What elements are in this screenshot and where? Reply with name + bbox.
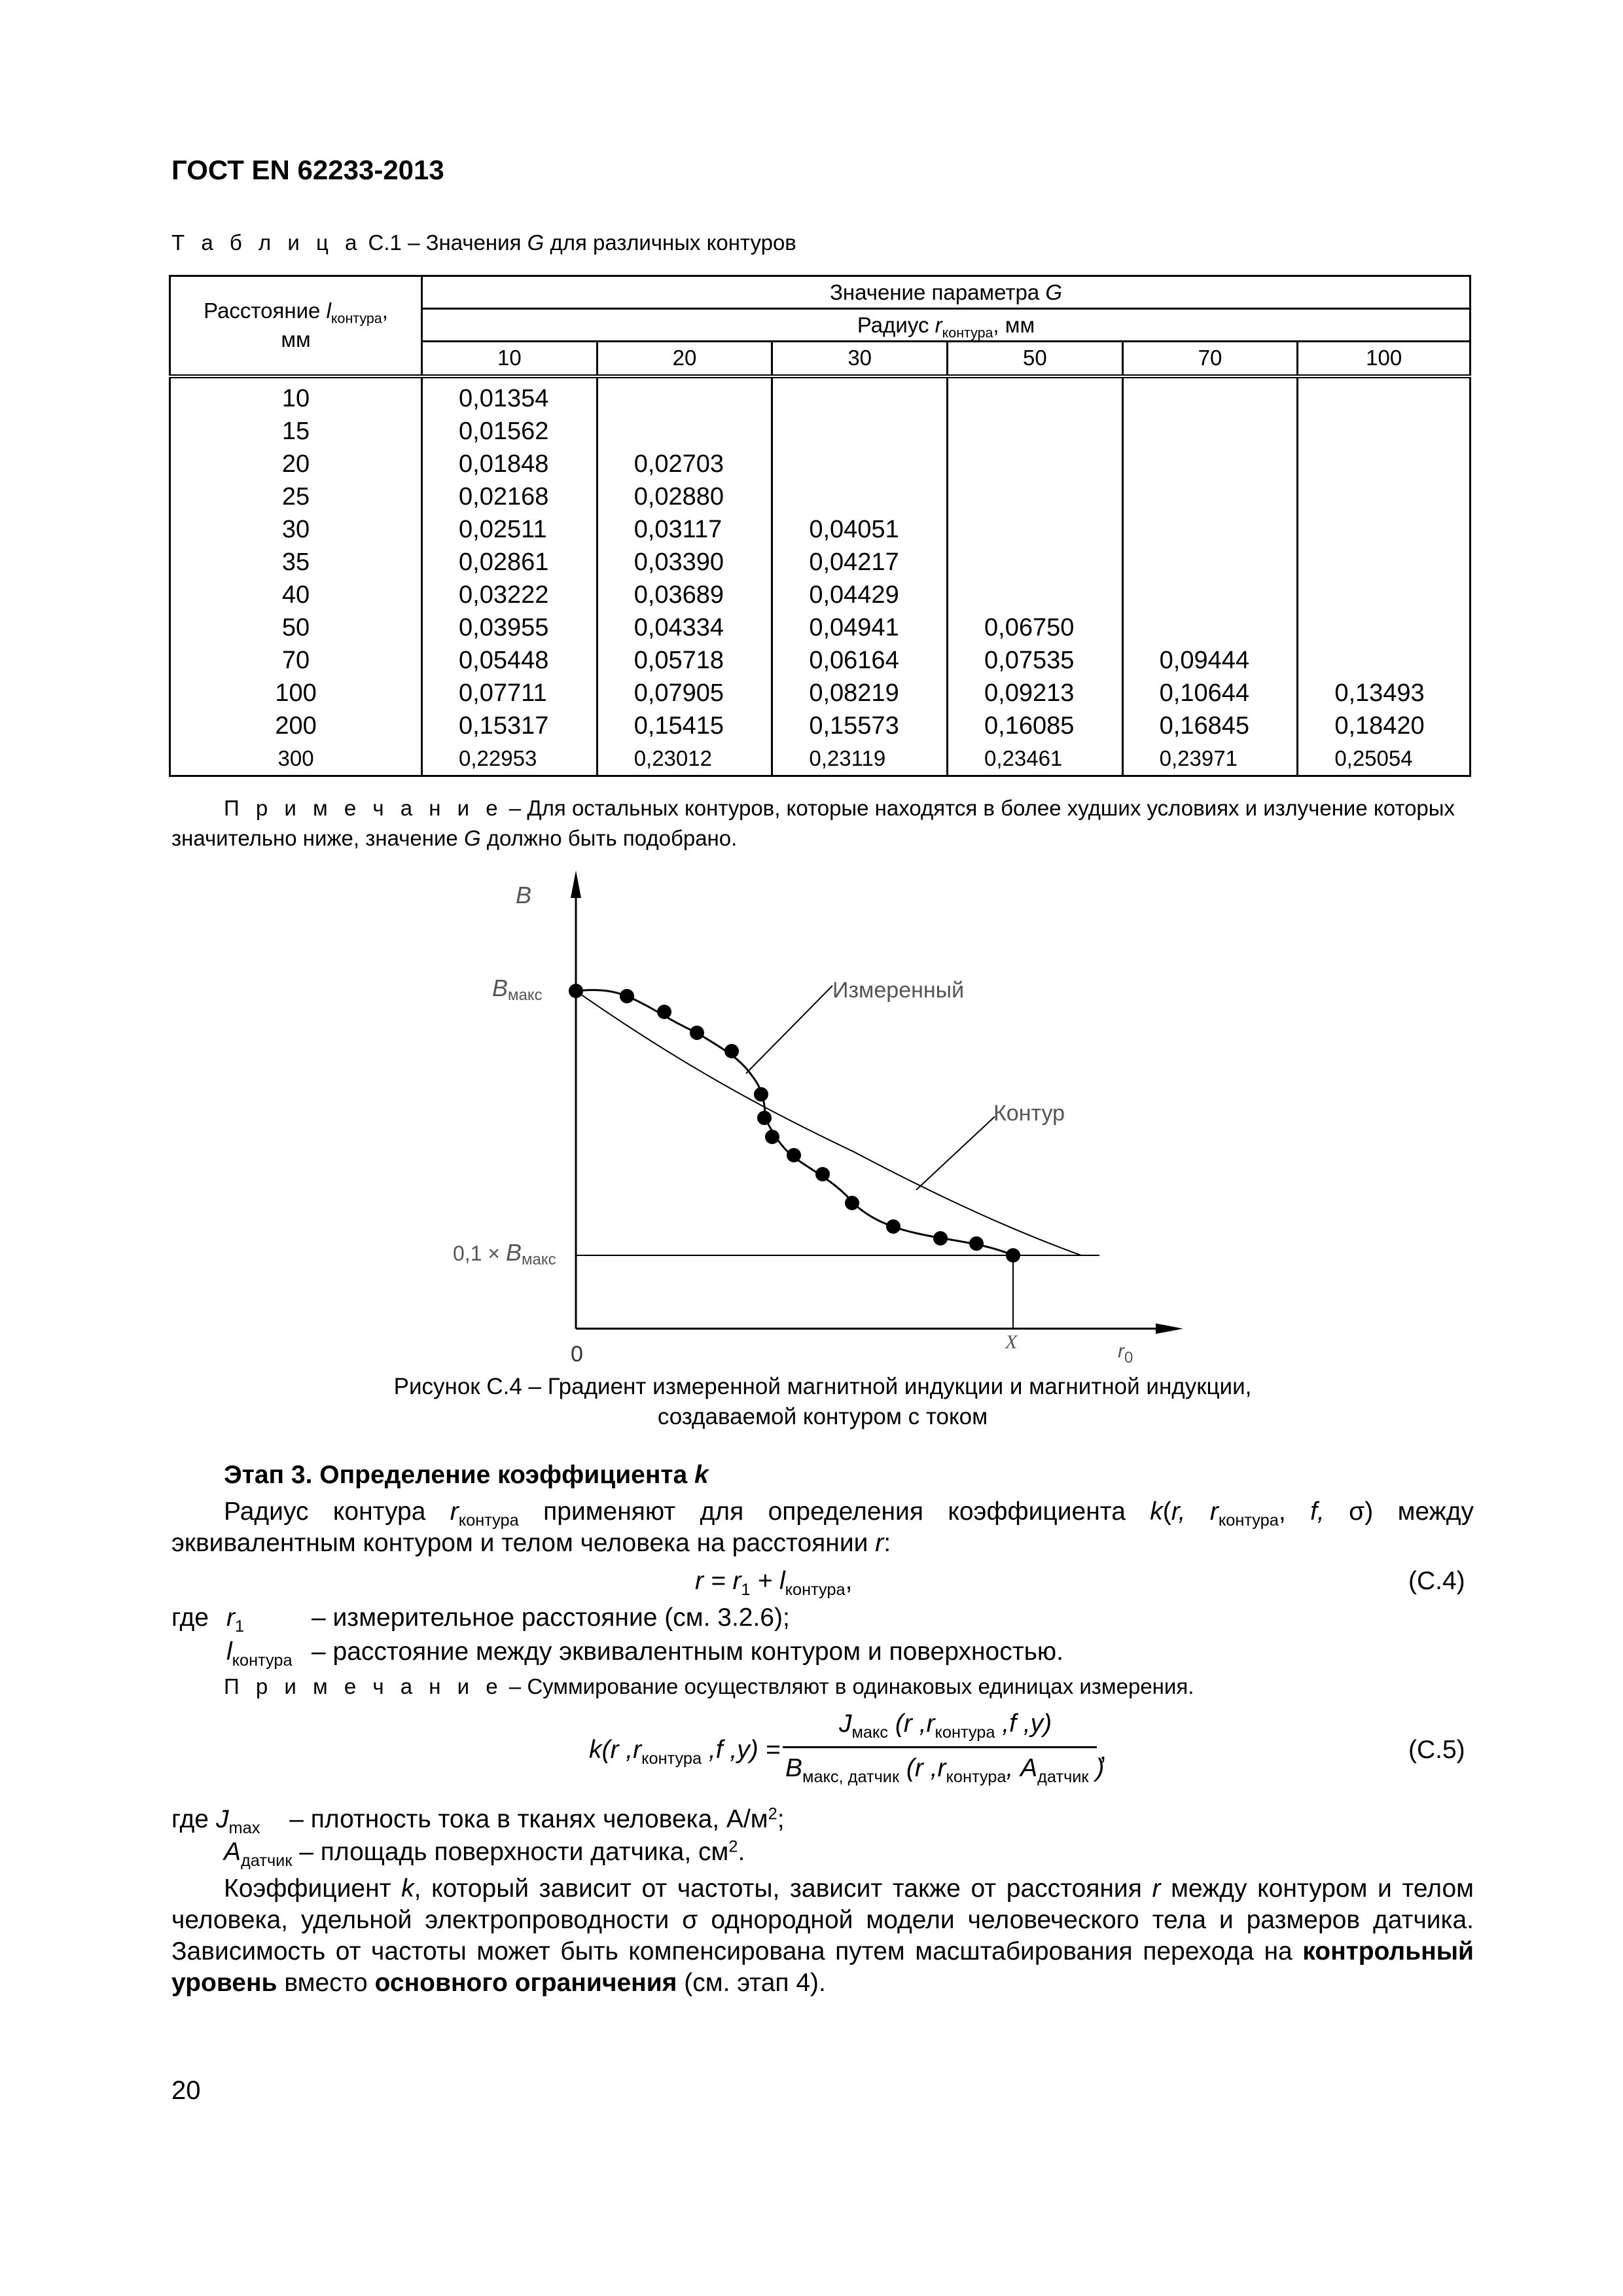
- symbol: r: [226, 1604, 235, 1632]
- note-text: – Для остальных контуров, которые находятся в более худших условиях и излучение которых значительно ниже, значение: [171, 796, 1455, 850]
- g-value-cell: 0,25054: [1334, 745, 1413, 770]
- g-column: [772, 376, 948, 776]
- y-axis-label: B: [516, 882, 532, 908]
- g-value-cell: [809, 382, 946, 415]
- bold-term: контрольный уровень: [171, 1937, 1474, 1997]
- where-lead: где: [171, 1805, 209, 1833]
- measured-point: [845, 1196, 859, 1210]
- distance-cell: 25: [281, 482, 310, 511]
- where-lead: где: [171, 1604, 209, 1632]
- radius-col-header: 20: [597, 342, 772, 376]
- table-caption: [171, 230, 796, 255]
- g-column: [1122, 376, 1298, 776]
- superscript: 2: [728, 1837, 738, 1856]
- measured-point: [969, 1236, 984, 1251]
- subscript: датчик: [241, 1851, 293, 1870]
- radius-col-header: 100: [1298, 342, 1471, 376]
- g-value-cell: 0,04217: [809, 548, 899, 576]
- g-value-cell: 0,06164: [809, 646, 899, 674]
- measured-point: [1006, 1248, 1020, 1263]
- distance-cell: 20: [281, 450, 310, 478]
- g-value-cell: [1334, 480, 1469, 513]
- values-table: [169, 275, 1471, 777]
- note-symbol: G: [463, 826, 481, 850]
- g-value-cell: [984, 448, 1122, 480]
- text: применяют для определения коэффициента: [518, 1498, 1150, 1526]
- distance-cell: 100: [275, 679, 317, 707]
- gradient-figure: [419, 857, 1204, 1368]
- g-value-cell: [1160, 579, 1297, 611]
- param-header-symbol: G: [1045, 279, 1063, 304]
- g-value-cell: 0,06750: [984, 613, 1075, 641]
- radius-col-header: 70: [1122, 342, 1298, 376]
- g-value-cell: 0,01562: [459, 417, 549, 445]
- equation-c4: [695, 1567, 853, 1599]
- measured-point: [933, 1231, 948, 1246]
- measured-point: [569, 984, 583, 998]
- symbol: J: [839, 1710, 852, 1738]
- g-value-cell: 0,03955: [459, 613, 549, 641]
- symbol: , A: [1006, 1754, 1038, 1782]
- symbol: ): [1088, 1754, 1105, 1782]
- where-text: – расстояние между эквивалентным контуром и поверхностью.: [312, 1638, 1063, 1666]
- subscript: 1: [235, 1617, 245, 1636]
- equation-c5-comma: ,: [1099, 1737, 1107, 1765]
- table-caption-text: С.1 – Значения: [368, 230, 527, 255]
- row-header-text: Расстояние: [204, 298, 327, 323]
- g-value-cell: 0,18420: [1334, 711, 1425, 740]
- symbol: B: [785, 1754, 803, 1782]
- g-value-cell: 0,22953: [459, 745, 537, 770]
- g-value-cell: [984, 415, 1122, 448]
- distance-cell: 300: [277, 745, 314, 770]
- radius-col-header: 10: [422, 342, 597, 376]
- g-value-cell: 0,23971: [1159, 745, 1238, 770]
- measured-point: [690, 1026, 704, 1040]
- symbol: = r: [704, 1567, 741, 1595]
- table-caption-tail: для различных контуров: [544, 230, 796, 255]
- fraction-bar: [783, 1746, 1097, 1748]
- x-axis-label: [1118, 1340, 1133, 1367]
- equation-c5-lhs: [589, 1736, 781, 1768]
- text: σ) между эквивалентным контуром и телом человека на расстоянии: [171, 1498, 1474, 1557]
- distance-cell: 30: [281, 515, 310, 543]
- text: ,: [845, 1567, 853, 1595]
- symbol: l: [226, 1638, 232, 1666]
- g-value-cell: 0,02861: [459, 548, 549, 576]
- where-item: [216, 1804, 785, 1837]
- origin-label: 0: [571, 1342, 583, 1367]
- paragraph: [171, 1496, 1474, 1559]
- subscript: контура: [935, 1723, 995, 1742]
- g-value-cell: 0,09444: [1159, 646, 1250, 674]
- document-header: ГОСТ EN 62233-2013: [171, 154, 444, 185]
- g-column: [597, 376, 772, 776]
- g-value-cell: [1334, 415, 1469, 448]
- symbol: r: [695, 1567, 704, 1595]
- radius-header: [422, 309, 1471, 342]
- where-symbol: [226, 1638, 293, 1670]
- g-value-cell: 0,08219: [809, 679, 899, 707]
- g-value-cell: 0,23461: [984, 745, 1063, 770]
- row-header: [170, 276, 422, 376]
- measured-point: [815, 1167, 830, 1181]
- page-number: 20: [171, 2076, 201, 2105]
- g-value-cell: [1334, 644, 1469, 677]
- y-axis-arrow: [571, 870, 581, 898]
- text: (см. этап 4).: [677, 1969, 826, 1997]
- distance-cell: 70: [281, 646, 310, 674]
- measured-point: [754, 1087, 768, 1102]
- g-value-cell: [809, 415, 946, 448]
- g-value-cell: [984, 546, 1122, 579]
- distance-cell: 40: [281, 581, 310, 609]
- g-value-cell: 0,01354: [459, 384, 549, 412]
- subscript: контура: [232, 1651, 293, 1670]
- note-text-end: должно быть подобрано.: [480, 826, 738, 850]
- g-value-cell: [1160, 513, 1297, 546]
- subscript: max: [228, 1818, 260, 1837]
- bold-term: основного ограничения: [374, 1969, 677, 1997]
- subscript: макс, датчик: [802, 1767, 900, 1786]
- measured-point: [657, 1005, 671, 1019]
- g-value-cell: 0,03689: [633, 581, 724, 609]
- equation-c5-numerator: [839, 1710, 1052, 1742]
- subscript: контура: [641, 1749, 702, 1768]
- text: ;: [777, 1805, 785, 1833]
- g-value-cell: 0,02168: [459, 482, 549, 511]
- g-value-cell: 0,05718: [633, 646, 724, 674]
- g-value-cell: [1160, 415, 1297, 448]
- g-value-cell: [1334, 579, 1469, 611]
- g-value-cell: [984, 480, 1122, 513]
- contour-leader: [916, 1117, 995, 1190]
- symbol: r: [875, 1529, 884, 1557]
- g-value-cell: 0,23119: [809, 745, 886, 770]
- measured-point: [787, 1148, 801, 1162]
- equation-number: (С.4): [1408, 1567, 1465, 1595]
- distance-cell: 50: [281, 613, 310, 641]
- symbol: (r ,r: [899, 1754, 946, 1782]
- g-value-cell: 0,03222: [459, 581, 549, 609]
- g-value-cell: [984, 513, 1122, 546]
- bmax-label: [492, 975, 543, 1004]
- symbol: k: [589, 1736, 602, 1764]
- g-value-cell: 0,04429: [809, 581, 899, 609]
- measured-point: [620, 989, 634, 1003]
- text: ,: [1278, 1498, 1311, 1526]
- g-value-cell: [634, 415, 772, 448]
- g-value-cell: 0,01848: [459, 450, 549, 478]
- symbol: k: [401, 1874, 414, 1903]
- g-value-cell: 0,04334: [633, 613, 724, 641]
- measured-point: [765, 1130, 779, 1144]
- g-value-cell: 0,04941: [809, 613, 899, 641]
- g-value-cell: [809, 480, 946, 513]
- g-value-cell: 0,05448: [459, 646, 549, 674]
- figure-caption-line: Рисунок С.4 – Градиент измеренной магнитной индукции и магнитной индукции,: [393, 1374, 1252, 1399]
- g-value-cell: [984, 579, 1122, 611]
- measured-leader: [746, 986, 832, 1073]
- subscript: контура: [458, 1511, 519, 1530]
- equation-c5-denominator: [785, 1754, 1105, 1786]
- x-axis-label-symbol: r: [1118, 1340, 1124, 1362]
- g-value-cell: [809, 448, 946, 480]
- threshold-label-symbol: B: [505, 1239, 522, 1266]
- g-value-cell: 0,04051: [809, 515, 899, 543]
- symbol: A: [224, 1838, 241, 1866]
- g-value-cell: 0,02511: [459, 515, 547, 543]
- symbol: k: [1150, 1498, 1163, 1526]
- measured-point: [724, 1044, 739, 1058]
- g-value-cell: 0,02880: [633, 482, 724, 511]
- subscript: контура: [785, 1580, 846, 1599]
- threshold-label-sub: макс: [521, 1251, 556, 1268]
- row-header-comma: ,: [382, 298, 388, 323]
- measured-label: Измеренный: [832, 978, 965, 1003]
- symbol: ,f ,y) =: [702, 1736, 781, 1764]
- g-value-cell: 0,10644: [1159, 679, 1250, 707]
- bmax-label-symbol: B: [492, 975, 508, 1001]
- g-value-cell: 0,16085: [984, 711, 1075, 740]
- table-caption-word: Т а б л и ц а: [171, 230, 363, 255]
- g-value-cell: [1334, 611, 1469, 644]
- g-value-cell: 0,09213: [984, 679, 1075, 707]
- g-value-cell: [634, 382, 772, 415]
- equation-number: (С.5): [1408, 1736, 1465, 1764]
- row-header-unit: мм: [281, 327, 311, 352]
- text: вместо: [277, 1969, 375, 1997]
- radius-header-sub: контура: [942, 325, 993, 340]
- g-value-cell: 0,15573: [809, 711, 899, 740]
- g-value-cell: 0,16845: [1159, 711, 1250, 740]
- note-word: П р и м е ч а н и е: [224, 796, 503, 820]
- subscript: датчик: [1037, 1767, 1089, 1786]
- g-value-cell: [1334, 448, 1469, 480]
- measured-point: [757, 1111, 772, 1125]
- table-caption-symbol: G: [527, 230, 544, 255]
- text: Коэффициент: [224, 1874, 402, 1903]
- text: – площадь поверхности датчика, см: [292, 1838, 729, 1866]
- g-value-cell: 0,23012: [633, 745, 712, 770]
- g-value-cell: 0,03390: [633, 548, 724, 576]
- where-item: [224, 1837, 745, 1870]
- text: Радиус контура: [224, 1498, 450, 1526]
- table-note: [171, 793, 1474, 853]
- note-2: [224, 1674, 1194, 1699]
- x-axis-label-sub: 0: [1124, 1349, 1133, 1367]
- symbol: (r ,r: [888, 1710, 935, 1738]
- subscript: 1: [741, 1580, 751, 1599]
- text: .: [738, 1838, 745, 1866]
- text: :: [883, 1529, 891, 1557]
- g-column: [422, 376, 597, 776]
- g-value-cell: 0,02703: [633, 450, 724, 478]
- radius-col-header: 50: [948, 342, 1123, 376]
- g-value-cell: [1160, 480, 1297, 513]
- g-value-cell: [1334, 382, 1469, 415]
- radius-header-symbol: r: [935, 312, 942, 337]
- g-value-cell: 0,07711: [459, 679, 547, 707]
- step-title-text: Этап 3. Определение коэффициента: [224, 1461, 695, 1489]
- x-mark-label: X: [1005, 1331, 1018, 1353]
- text: , который зависит от частоты, зависит также от расстояния: [414, 1874, 1152, 1903]
- symbol: f,: [1310, 1498, 1325, 1526]
- superscript: 2: [768, 1804, 777, 1823]
- g-value-cell: [1160, 611, 1297, 644]
- contour-label: Контур: [993, 1101, 1065, 1126]
- distance-cell: 200: [275, 711, 317, 740]
- figure-caption: [171, 1372, 1474, 1432]
- symbol: r: [450, 1498, 459, 1526]
- g-column: [948, 376, 1123, 776]
- row-header-symbol: l: [326, 298, 331, 323]
- row-header-sub: контура: [330, 310, 382, 327]
- distance-cell: 10: [281, 384, 310, 412]
- g-value-cell: [1160, 448, 1297, 480]
- step-title-symbol: k: [694, 1461, 709, 1489]
- symbol: (r ,r: [601, 1736, 642, 1764]
- radius-col-header: 30: [772, 342, 948, 376]
- g-value-cell: 0,15415: [633, 711, 724, 740]
- figure-caption-line: создаваемой контуром с током: [657, 1404, 988, 1429]
- where-text: – измерительное расстояние (см. 3.2.6);: [312, 1604, 790, 1632]
- param-header-text: Значение параметра: [829, 279, 1046, 304]
- g-value-cell: [1334, 546, 1469, 579]
- note-text: – Суммирование осуществляют в одинаковых единицах измерения.: [503, 1674, 1194, 1698]
- distance-cell: 35: [281, 548, 310, 576]
- symbol: r, r: [1171, 1498, 1219, 1526]
- measured-point: [886, 1219, 901, 1234]
- g-value-cell: 0,03117: [633, 515, 722, 543]
- g-value-cell: [1160, 546, 1297, 579]
- g-value-cell: 0,15317: [459, 711, 549, 740]
- threshold-label: [453, 1239, 556, 1268]
- symbol: J: [216, 1805, 229, 1833]
- g-value-cell: [984, 382, 1122, 415]
- distance-column: [170, 376, 422, 776]
- param-header: [422, 276, 1471, 309]
- note-word: П р и м е ч а н и е: [224, 1674, 503, 1698]
- paragraph: [171, 1873, 1474, 1999]
- radius-header-unit: , мм: [993, 312, 1035, 337]
- text: – плотность тока в тканях человека, А/м: [282, 1805, 768, 1833]
- g-value-cell: [1334, 513, 1469, 546]
- symbol: + l: [750, 1567, 785, 1595]
- subscript: контура: [1218, 1511, 1279, 1530]
- symbol: r: [1152, 1874, 1161, 1903]
- subscript: макс: [851, 1723, 889, 1742]
- text: (: [1162, 1498, 1171, 1526]
- where-symbol: [226, 1604, 245, 1636]
- g-value-cell: 0,07905: [633, 679, 724, 707]
- symbol: ,f ,y): [995, 1710, 1052, 1738]
- text: между контуром и телом человека, удельной электропроводности σ однородной модели человеческого тела и размеров датчика. Зависимость от частоты может быть компенсирована путем масштабирования перехода на: [171, 1874, 1474, 1965]
- radius-header-text: Радиус: [857, 312, 935, 337]
- bmax-label-sub: макс: [508, 986, 543, 1004]
- subscript: контура: [946, 1767, 1007, 1786]
- x-axis-arrow: [1156, 1323, 1183, 1334]
- g-value-cell: [1160, 382, 1297, 415]
- distance-cell: 15: [281, 417, 310, 445]
- step-title: [224, 1461, 709, 1490]
- threshold-label-text: 0,1 ×: [453, 1242, 506, 1265]
- g-column: [1298, 376, 1471, 776]
- g-value-cell: 0,13493: [1334, 679, 1425, 707]
- g-value-cell: 0,07535: [984, 646, 1075, 674]
